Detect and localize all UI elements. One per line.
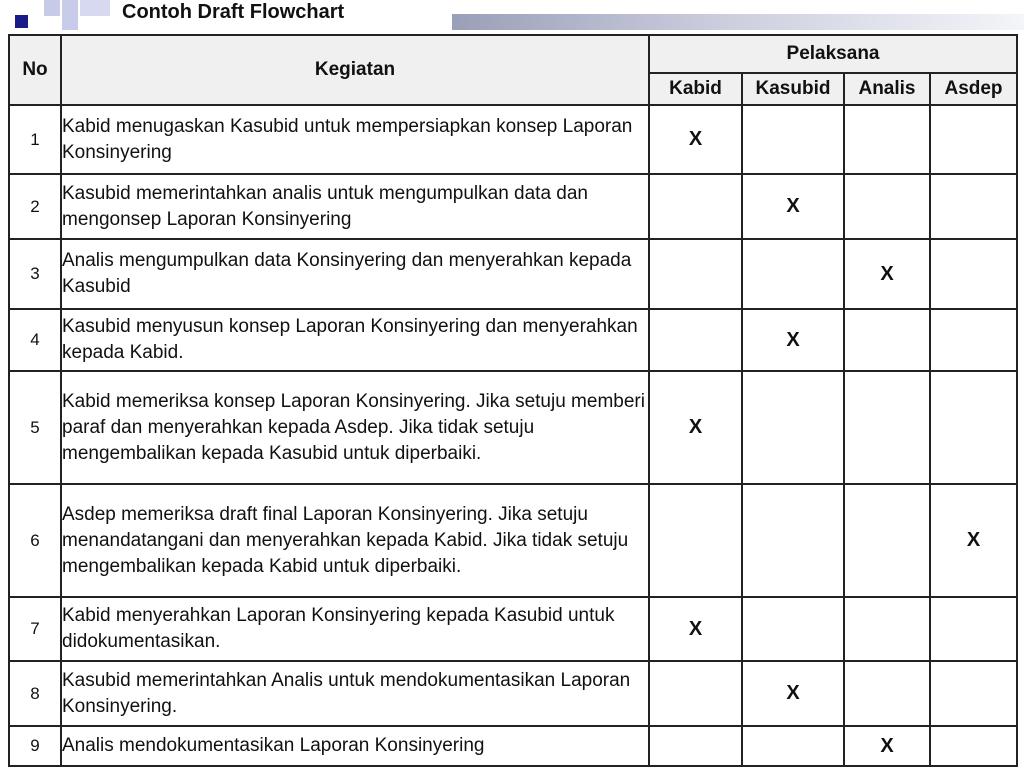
mark-cell-kasubid: X: [742, 661, 844, 726]
decor-square-navy: [15, 15, 28, 28]
mark-cell-asdep: [930, 105, 1017, 174]
mark-cell-kabid: [649, 174, 742, 239]
header-executor-asdep: Asdep: [930, 73, 1017, 105]
mark-cell-kabid: [649, 484, 742, 597]
row-number: 6: [9, 484, 61, 597]
mark-cell-asdep: [930, 726, 1017, 766]
row-activity: Analis mendokumentasikan Laporan Konsinyering: [61, 726, 649, 766]
slide-title: Contoh Draft Flowchart: [122, 1, 345, 23]
mark-cell-analis: X: [844, 239, 930, 309]
header-activity: Kegiatan: [61, 35, 649, 105]
mark-cell-kabid: X: [649, 597, 742, 661]
mark-cell-asdep: [930, 371, 1017, 484]
row-activity: Kabid memeriksa konsep Laporan Konsinyering. Jika setuju memberi paraf dan menyerahkan kepada Asdep. Jika tidak setuju mengembalikan kepada Kasubid untuk diperbaiki.: [61, 371, 649, 484]
mark-cell-kasubid: [742, 105, 844, 174]
mark-cell-asdep: [930, 597, 1017, 661]
decor-square-mid: [62, 0, 78, 30]
mark-cell-kasubid: [742, 239, 844, 309]
row-activity: Kasubid menyusun konsep Laporan Konsinyering dan menyerahkan kepada Kabid.: [61, 309, 649, 371]
table-row: [9, 597, 1017, 661]
row-activity: Kabid menugaskan Kasubid untuk mempersiapkan konsep Laporan Konsinyering: [61, 105, 649, 174]
row-number: 3: [9, 239, 61, 309]
row-number: 7: [9, 597, 61, 661]
mark-cell-analis: [844, 309, 930, 371]
mark-cell-kasubid: X: [742, 174, 844, 239]
mark-cell-kabid: [649, 309, 742, 371]
flowchart-table: [8, 34, 1018, 767]
row-activity: Asdep memeriksa draft final Laporan Konsinyering. Jika setuju menandatangani dan menyerahkan kepada Kabid. Jika tidak setuju mengembalikan kepada Kabid untuk diperbaiki.: [61, 484, 649, 597]
mark-cell-analis: [844, 597, 930, 661]
mark-cell-analis: [844, 174, 930, 239]
header-no: No: [9, 35, 61, 105]
table-row: [9, 484, 1017, 597]
table-body: [9, 105, 1017, 766]
mark-cell-analis: [844, 105, 930, 174]
decor-square-pale: [80, 0, 110, 16]
mark-cell-asdep: [930, 309, 1017, 371]
mark-cell-kabid: X: [649, 371, 742, 484]
row-number: 5: [9, 371, 61, 484]
mark-cell-analis: [844, 661, 930, 726]
table-row: [9, 661, 1017, 726]
row-activity: Kabid menyerahkan Laporan Konsinyering kepada Kasubid untuk didokumentasikan.: [61, 597, 649, 661]
row-number: 1: [9, 105, 61, 174]
mark-cell-kasubid: [742, 726, 844, 766]
mark-cell-asdep: [930, 174, 1017, 239]
decor-square-light: [44, 0, 60, 16]
header-executor-analis: Analis: [844, 73, 930, 105]
header-executor-kabid: Kabid: [649, 73, 742, 105]
mark-cell-analis: X: [844, 726, 930, 766]
row-number: 8: [9, 661, 61, 726]
mark-cell-kabid: [649, 239, 742, 309]
mark-cell-kasubid: [742, 597, 844, 661]
mark-cell-analis: [844, 484, 930, 597]
table-row: [9, 309, 1017, 371]
mark-cell-asdep: X: [930, 484, 1017, 597]
mark-cell-kasubid: [742, 484, 844, 597]
mark-cell-kabid: [649, 726, 742, 766]
mark-cell-kasubid: X: [742, 309, 844, 371]
table-row: [9, 105, 1017, 174]
row-number: 4: [9, 309, 61, 371]
row-activity: Analis mengumpulkan data Konsinyering dan menyerahkan kepada Kasubid: [61, 239, 649, 309]
table-row: [9, 371, 1017, 484]
mark-cell-kabid: [649, 661, 742, 726]
mark-cell-asdep: [930, 661, 1017, 726]
table-row: [9, 726, 1017, 766]
table-row: [9, 239, 1017, 309]
row-activity: Kasubid memerintahkan analis untuk mengumpulkan data dan mengonsep Laporan Konsinyering: [61, 174, 649, 239]
row-number: 9: [9, 726, 61, 766]
mark-cell-kasubid: [742, 371, 844, 484]
mark-cell-asdep: [930, 239, 1017, 309]
header-executor-group: Pelaksana: [649, 35, 1017, 73]
table-row: [9, 174, 1017, 239]
header-gradient-bar: [452, 14, 1024, 30]
row-activity: Kasubid memerintahkan Analis untuk mendokumentasikan Laporan Konsinyering.: [61, 661, 649, 726]
mark-cell-analis: [844, 371, 930, 484]
row-number: 2: [9, 174, 61, 239]
mark-cell-kabid: X: [649, 105, 742, 174]
header-executor-kasubid: Kasubid: [742, 73, 844, 105]
